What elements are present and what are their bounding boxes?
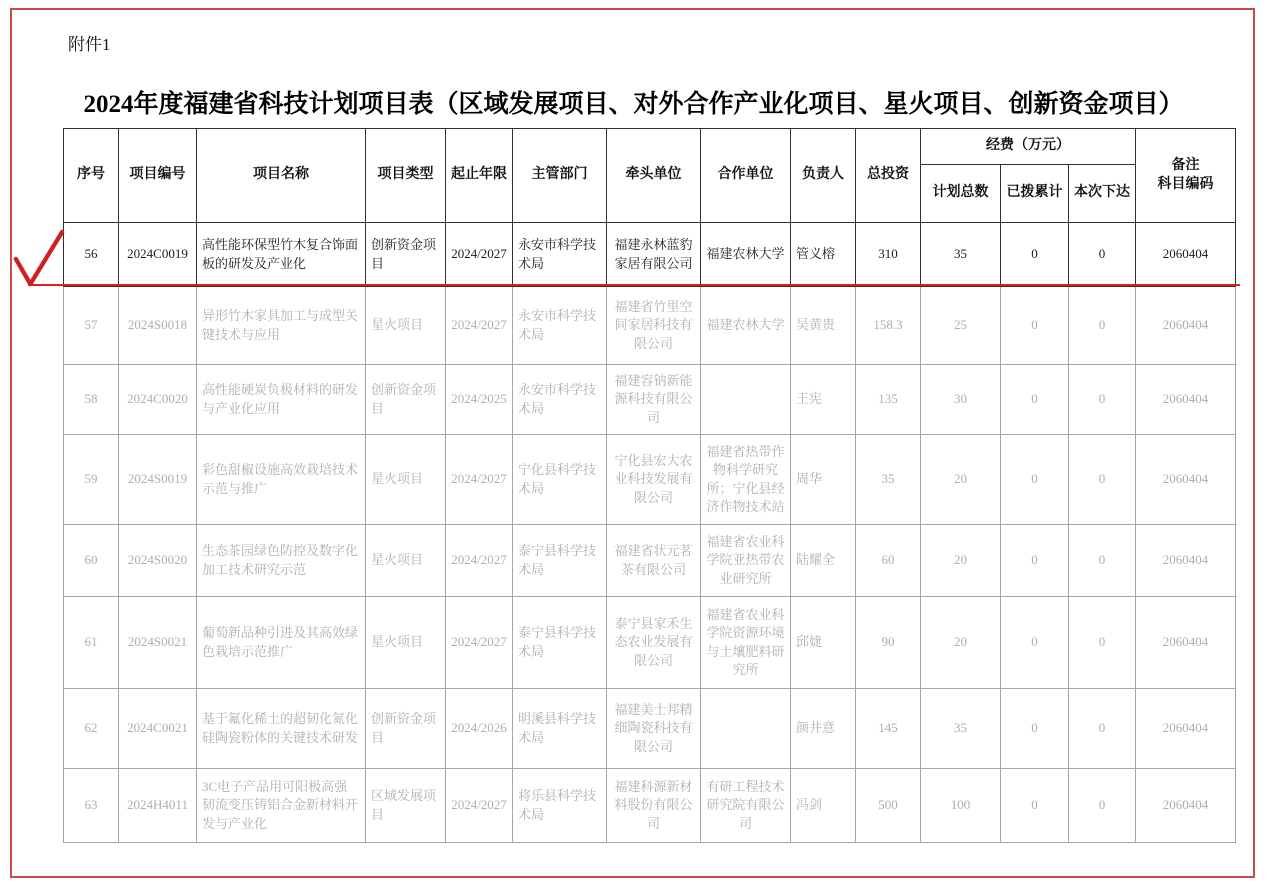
cell-note: 2060404	[1136, 525, 1236, 597]
cell-lead: 福建美士邦精细陶瓷科技有限公司	[607, 689, 701, 769]
cell-years: 2024/2027	[446, 769, 513, 843]
table-row	[64, 365, 1236, 435]
table-row	[64, 689, 1236, 769]
table-row	[64, 287, 1236, 365]
cell-person: 周华	[791, 435, 856, 525]
header-code: 项目编号	[119, 129, 197, 223]
cell-years: 2024/2027	[446, 597, 513, 689]
cell-name: 异形竹木家具加工与成型关键技术与应用	[197, 287, 366, 365]
attachment-label: 附件1	[68, 35, 111, 54]
cell-person: 陆耀全	[791, 525, 856, 597]
cell-person: 冯剑	[791, 769, 856, 843]
header-funds-group: 经费（万元）	[921, 129, 1136, 165]
cell-seq: 60	[64, 525, 119, 597]
cell-current: 0	[1069, 365, 1136, 435]
cell-code: 2024S0021	[119, 597, 197, 689]
cell-planned: 20	[921, 435, 1001, 525]
header-note: 备注 科目编码	[1136, 129, 1236, 223]
page-title: 2024年度福建省科技计划项目表（区域发展项目、对外合作产业化项目、星火项目、创新资金项目）	[83, 91, 1184, 118]
cell-invest: 35	[856, 435, 921, 525]
cell-person: 邱婕	[791, 597, 856, 689]
cell-allocated: 0	[1001, 769, 1069, 843]
cell-partner: 福建省热带作物科学研究所；宁化县经济作物技术站	[701, 435, 791, 525]
cell-seq: 61	[64, 597, 119, 689]
red-underline-annotation	[28, 284, 1240, 286]
cell-planned: 20	[921, 597, 1001, 689]
cell-partner	[701, 689, 791, 769]
header-dept: 主管部门	[513, 129, 607, 223]
cell-person: 王宪	[791, 365, 856, 435]
cell-planned: 35	[921, 689, 1001, 769]
header-type: 项目类型	[366, 129, 446, 223]
cell-name: 彩色甜椒设施高效栽培技术示范与推广	[197, 435, 366, 525]
cell-seq: 58	[64, 365, 119, 435]
cell-partner: 福建省农业科学院亚热带农业研究所	[701, 525, 791, 597]
cell-dept: 永安市科学技术局	[513, 223, 607, 287]
cell-dept: 泰宁县科学技术局	[513, 597, 607, 689]
cell-current: 0	[1069, 689, 1136, 769]
cell-person: 颜井意	[791, 689, 856, 769]
cell-years: 2024/2026	[446, 689, 513, 769]
cell-note: 2060404	[1136, 365, 1236, 435]
cell-allocated: 0	[1001, 597, 1069, 689]
cell-type: 创新资金项目	[366, 365, 446, 435]
cell-dept: 将乐县科学技术局	[513, 769, 607, 843]
cell-code: 2024S0018	[119, 287, 197, 365]
table-row	[64, 525, 1236, 597]
cell-invest: 310	[856, 223, 921, 287]
cell-code: 2024H4011	[119, 769, 197, 843]
cell-allocated: 0	[1001, 223, 1069, 287]
cell-name: 生态茶园绿色防控及数字化加工技术研究示范	[197, 525, 366, 597]
cell-note: 2060404	[1136, 689, 1236, 769]
table-row	[64, 769, 1236, 843]
header-partner: 合作单位	[701, 129, 791, 223]
cell-years: 2024/2027	[446, 525, 513, 597]
cell-invest: 135	[856, 365, 921, 435]
cell-invest: 158.3	[856, 287, 921, 365]
cell-lead: 福建省竹里空间家居科技有限公司	[607, 287, 701, 365]
cell-years: 2024/2027	[446, 435, 513, 525]
cell-person: 吴黄贵	[791, 287, 856, 365]
cell-seq: 56	[64, 223, 119, 287]
cell-type: 星火项目	[366, 597, 446, 689]
cell-person: 管义榕	[791, 223, 856, 287]
cell-years: 2024/2027	[446, 287, 513, 365]
cell-name: 3C电子产品用可阳极高强韧流变压铸铝合金新材料开发与产业化	[197, 769, 366, 843]
cell-planned: 25	[921, 287, 1001, 365]
header-lead: 牵头单位	[607, 129, 701, 223]
cell-planned: 30	[921, 365, 1001, 435]
cell-type: 创新资金项目	[366, 223, 446, 287]
cell-note: 2060404	[1136, 769, 1236, 843]
table-row	[64, 435, 1236, 525]
cell-dept: 永安市科学技术局	[513, 365, 607, 435]
cell-code: 2024S0019	[119, 435, 197, 525]
cell-current: 0	[1069, 525, 1136, 597]
cell-dept: 宁化县科学技术局	[513, 435, 607, 525]
cell-lead: 福建容钠新能源科技有限公司	[607, 365, 701, 435]
cell-note: 2060404	[1136, 597, 1236, 689]
cell-planned: 20	[921, 525, 1001, 597]
cell-lead: 福建省状元茗茶有限公司	[607, 525, 701, 597]
cell-type: 创新资金项目	[366, 689, 446, 769]
cell-planned: 35	[921, 223, 1001, 287]
cell-code: 2024S0020	[119, 525, 197, 597]
cell-type: 星火项目	[366, 287, 446, 365]
cell-planned: 100	[921, 769, 1001, 843]
cell-name: 高性能硬炭负极材料的研发与产业化应用	[197, 365, 366, 435]
header-planned: 计划总数	[921, 165, 1001, 223]
header-name: 项目名称	[197, 129, 366, 223]
cell-lead: 泰宁县家禾生态农业发展有限公司	[607, 597, 701, 689]
cell-note: 2060404	[1136, 435, 1236, 525]
cell-allocated: 0	[1001, 689, 1069, 769]
cell-note: 2060404	[1136, 287, 1236, 365]
header-invest: 总投资	[856, 129, 921, 223]
cell-dept: 明溪县科学技术局	[513, 689, 607, 769]
cell-partner: 福建省农业科学院资源环境与土壤肥料研究所	[701, 597, 791, 689]
cell-allocated: 0	[1001, 287, 1069, 365]
cell-partner: 福建农林大学	[701, 287, 791, 365]
cell-type: 星火项目	[366, 525, 446, 597]
cell-lead: 福建科源新材料股份有限公司	[607, 769, 701, 843]
cell-seq: 57	[64, 287, 119, 365]
projects-table	[63, 128, 1236, 843]
cell-current: 0	[1069, 769, 1136, 843]
cell-years: 2024/2025	[446, 365, 513, 435]
cell-name: 高性能环保型竹木复合饰面板的研发及产业化	[197, 223, 366, 287]
cell-invest: 90	[856, 597, 921, 689]
cell-years: 2024/2027	[446, 223, 513, 287]
table-row	[64, 597, 1236, 689]
cell-partner	[701, 365, 791, 435]
cell-lead: 福建永林蓝豹家居有限公司	[607, 223, 701, 287]
cell-note: 2060404	[1136, 223, 1236, 287]
table-header	[64, 129, 1236, 223]
cell-invest: 60	[856, 525, 921, 597]
header-person: 负责人	[791, 129, 856, 223]
cell-code: 2024C0021	[119, 689, 197, 769]
header-current: 本次下达	[1069, 165, 1136, 223]
header-years: 起止年限	[446, 129, 513, 223]
cell-partner: 有研工程技术研究院有限公司	[701, 769, 791, 843]
cell-partner: 福建农林大学	[701, 223, 791, 287]
cell-lead: 宁化县宏大农业科技发展有限公司	[607, 435, 701, 525]
cell-invest: 500	[856, 769, 921, 843]
cell-current: 0	[1069, 287, 1136, 365]
table-body	[64, 223, 1236, 843]
cell-type: 星火项目	[366, 435, 446, 525]
cell-seq: 59	[64, 435, 119, 525]
header-seq: 序号	[64, 129, 119, 223]
cell-name: 基于氟化稀土的超韧化氮化硅陶瓷粉体的关键技术研发	[197, 689, 366, 769]
cell-allocated: 0	[1001, 365, 1069, 435]
header-allocated: 已拨累计	[1001, 165, 1069, 223]
cell-type: 区域发展项目	[366, 769, 446, 843]
cell-invest: 145	[856, 689, 921, 769]
cell-current: 0	[1069, 435, 1136, 525]
cell-allocated: 0	[1001, 435, 1069, 525]
cell-code: 2024C0019	[119, 223, 197, 287]
cell-dept: 永安市科学技术局	[513, 287, 607, 365]
cell-allocated: 0	[1001, 525, 1069, 597]
cell-current: 0	[1069, 223, 1136, 287]
table-row	[64, 223, 1236, 287]
cell-current: 0	[1069, 597, 1136, 689]
cell-seq: 62	[64, 689, 119, 769]
cell-code: 2024C0020	[119, 365, 197, 435]
cell-dept: 泰宁县科学技术局	[513, 525, 607, 597]
cell-seq: 63	[64, 769, 119, 843]
red-checkmark-icon	[12, 226, 66, 290]
cell-name: 葡萄新品种引进及其高效绿色栽培示范推广	[197, 597, 366, 689]
